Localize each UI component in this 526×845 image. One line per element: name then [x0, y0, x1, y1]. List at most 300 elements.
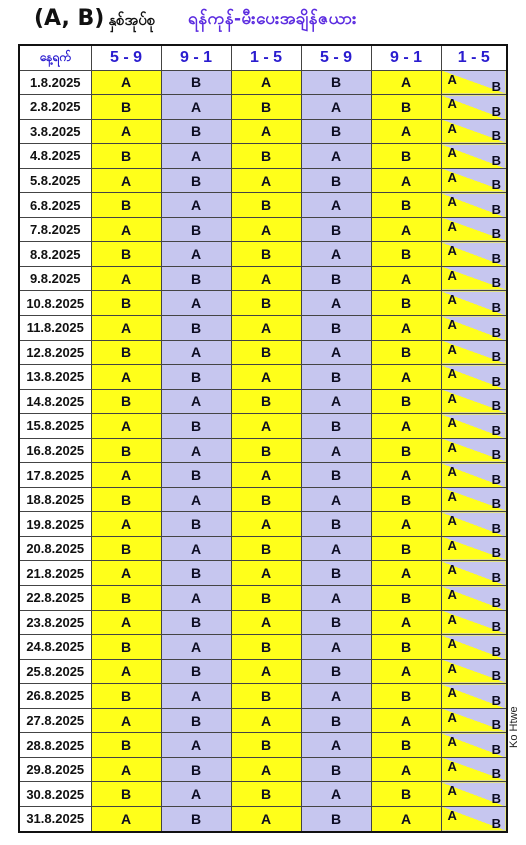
date-cell: 24.8.2025 — [19, 635, 91, 660]
group-cell: B — [301, 119, 371, 144]
split-cell-bottom: B — [491, 496, 501, 512]
date-cell: 18.8.2025 — [19, 487, 91, 512]
group-cell: B — [301, 512, 371, 537]
group-cell: A — [301, 684, 371, 709]
power-schedule-table — [18, 44, 508, 833]
split-cell — [441, 487, 507, 512]
slot-header: 9 - 1 — [161, 45, 231, 70]
slot-header: 9 - 1 — [371, 45, 441, 70]
split-cell — [441, 536, 507, 561]
split-cell-top: A — [447, 758, 457, 774]
group-cell: A — [231, 414, 301, 439]
split-cell — [441, 316, 507, 341]
group-cell: B — [231, 635, 301, 660]
split-cell-bottom: B — [491, 790, 501, 806]
split-cell — [441, 463, 507, 488]
group-cell: B — [371, 193, 441, 218]
table-row — [19, 536, 507, 561]
split-cell-top: A — [447, 145, 457, 161]
group-cell: B — [301, 70, 371, 95]
group-cell: B — [371, 291, 441, 316]
group-cell: B — [161, 659, 231, 684]
group-cell: A — [371, 168, 441, 193]
split-cell-bottom: B — [491, 619, 501, 635]
group-cell: A — [231, 757, 301, 782]
split-cell-bottom: B — [491, 128, 501, 144]
group-cell: A — [91, 316, 161, 341]
split-cell-bottom: B — [491, 741, 501, 757]
split-cell-bottom: B — [491, 570, 501, 586]
group-cell: B — [231, 536, 301, 561]
table-row — [19, 119, 507, 144]
watermark — [506, 690, 526, 750]
group-cell: A — [301, 144, 371, 169]
group-cell: A — [91, 512, 161, 537]
date-cell: 1.8.2025 — [19, 70, 91, 95]
date-cell: 16.8.2025 — [19, 438, 91, 463]
date-cell: 31.8.2025 — [19, 806, 91, 831]
group-cell: A — [231, 217, 301, 242]
group-cell: B — [301, 217, 371, 242]
group-cell: B — [301, 806, 371, 831]
group-cell: A — [161, 487, 231, 512]
group-cell: A — [371, 806, 441, 831]
group-cell: B — [301, 610, 371, 635]
split-cell-bottom: B — [491, 447, 501, 463]
table-row — [19, 217, 507, 242]
group-cell: A — [371, 119, 441, 144]
date-cell: 8.8.2025 — [19, 242, 91, 267]
table-row — [19, 266, 507, 291]
split-cell — [441, 782, 507, 807]
split-cell-top: A — [447, 660, 457, 676]
date-cell: 28.8.2025 — [19, 733, 91, 758]
group-cell: B — [231, 586, 301, 611]
group-cell: B — [231, 144, 301, 169]
split-cell-bottom: B — [491, 152, 501, 168]
group-cell: B — [91, 340, 161, 365]
group-cell: B — [91, 487, 161, 512]
group-cell: A — [91, 70, 161, 95]
table-row — [19, 168, 507, 193]
group-cell: B — [371, 340, 441, 365]
group-cell: B — [371, 782, 441, 807]
split-cell — [441, 684, 507, 709]
table-row — [19, 806, 507, 831]
group-cell: B — [301, 316, 371, 341]
group-cell: B — [231, 684, 301, 709]
split-cell — [441, 242, 507, 267]
group-cell: B — [301, 463, 371, 488]
split-cell-top: A — [447, 587, 457, 603]
group-cell: A — [371, 512, 441, 537]
split-cell-top: A — [447, 366, 457, 382]
group-cell: A — [91, 365, 161, 390]
split-cell-bottom: B — [491, 250, 501, 266]
split-cell — [441, 291, 507, 316]
date-cell: 20.8.2025 — [19, 536, 91, 561]
group-cell: B — [371, 389, 441, 414]
table-row — [19, 70, 507, 95]
group-cell: A — [161, 389, 231, 414]
group-cell: A — [231, 610, 301, 635]
split-cell-bottom: B — [491, 373, 501, 389]
group-cell: A — [161, 536, 231, 561]
date-cell: 10.8.2025 — [19, 291, 91, 316]
group-cell: A — [371, 365, 441, 390]
group-cell: B — [91, 684, 161, 709]
split-cell — [441, 340, 507, 365]
split-cell-bottom: B — [491, 79, 501, 95]
table-row — [19, 757, 507, 782]
group-cell: A — [371, 316, 441, 341]
table-row — [19, 95, 507, 120]
slot-header: 1 - 5 — [441, 45, 507, 70]
split-cell-top: A — [447, 439, 457, 455]
group-cell: B — [91, 144, 161, 169]
group-cell: A — [301, 389, 371, 414]
group-cell: B — [161, 217, 231, 242]
date-cell: 11.8.2025 — [19, 316, 91, 341]
table-row — [19, 635, 507, 660]
group-cell: A — [371, 757, 441, 782]
split-cell-bottom: B — [491, 668, 501, 684]
group-cell: A — [231, 708, 301, 733]
group-cell: A — [231, 168, 301, 193]
group-cell: A — [231, 70, 301, 95]
split-cell — [441, 659, 507, 684]
group-cell: A — [91, 119, 161, 144]
split-cell-top: A — [447, 783, 457, 799]
split-cell-top: A — [447, 120, 457, 136]
group-cell: A — [231, 463, 301, 488]
split-cell — [441, 193, 507, 218]
group-cell: B — [301, 708, 371, 733]
split-cell-bottom: B — [491, 643, 501, 659]
split-cell — [441, 561, 507, 586]
group-cell: B — [91, 242, 161, 267]
table-row — [19, 487, 507, 512]
split-cell — [441, 733, 507, 758]
date-cell: 3.8.2025 — [19, 119, 91, 144]
table-row — [19, 438, 507, 463]
split-cell-top: A — [447, 734, 457, 750]
group-cell: A — [231, 659, 301, 684]
group-cell: B — [301, 266, 371, 291]
group-cell: B — [91, 193, 161, 218]
date-cell: 30.8.2025 — [19, 782, 91, 807]
date-cell: 25.8.2025 — [19, 659, 91, 684]
group-cell: A — [301, 95, 371, 120]
group-cell: A — [301, 635, 371, 660]
group-cell: B — [231, 95, 301, 120]
slot-header: 5 - 9 — [301, 45, 371, 70]
date-cell: 15.8.2025 — [19, 414, 91, 439]
group-cell: A — [231, 365, 301, 390]
split-cell-top: A — [447, 243, 457, 259]
group-cell: B — [231, 487, 301, 512]
group-cell: A — [161, 144, 231, 169]
split-cell-bottom: B — [491, 177, 501, 193]
group-cell: B — [161, 168, 231, 193]
group-cell: B — [161, 119, 231, 144]
split-cell-top: A — [447, 636, 457, 652]
group-cell: A — [301, 487, 371, 512]
table-row — [19, 708, 507, 733]
split-cell-bottom: B — [491, 717, 501, 733]
group-cell: A — [161, 340, 231, 365]
group-cell: A — [301, 242, 371, 267]
split-cell — [441, 512, 507, 537]
split-cell-top: A — [447, 341, 457, 357]
split-cell-bottom: B — [491, 766, 501, 782]
group-cell: A — [91, 168, 161, 193]
group-cell: A — [91, 806, 161, 831]
date-cell: 29.8.2025 — [19, 757, 91, 782]
split-cell-top: A — [447, 611, 457, 627]
split-cell — [441, 389, 507, 414]
group-cell: A — [371, 659, 441, 684]
group-cell: B — [91, 291, 161, 316]
group-cell: A — [231, 316, 301, 341]
group-cell: B — [231, 340, 301, 365]
split-cell — [441, 414, 507, 439]
group-cell: B — [161, 414, 231, 439]
split-cell-top: A — [447, 537, 457, 553]
group-cell: A — [371, 70, 441, 95]
table-body — [19, 70, 507, 831]
group-cell: A — [371, 610, 441, 635]
group-cell: A — [301, 340, 371, 365]
date-cell: 26.8.2025 — [19, 684, 91, 709]
split-cell — [441, 168, 507, 193]
group-cell: A — [301, 438, 371, 463]
split-cell-top: A — [447, 267, 457, 283]
group-cell: B — [161, 70, 231, 95]
group-cell: B — [231, 389, 301, 414]
split-cell-bottom: B — [491, 349, 501, 365]
group-cell: B — [301, 414, 371, 439]
split-cell — [441, 586, 507, 611]
group-cell: B — [231, 438, 301, 463]
table-row — [19, 242, 507, 267]
group-cell: A — [371, 561, 441, 586]
group-cell: B — [161, 512, 231, 537]
split-cell-top: A — [447, 488, 457, 504]
group-cell: B — [231, 193, 301, 218]
split-cell-bottom: B — [491, 471, 501, 487]
date-cell: 23.8.2025 — [19, 610, 91, 635]
table-row — [19, 733, 507, 758]
group-cell: A — [91, 757, 161, 782]
group-cell: A — [161, 733, 231, 758]
group-cell: A — [231, 119, 301, 144]
group-cell: A — [371, 217, 441, 242]
group-cell: B — [371, 684, 441, 709]
split-cell-bottom: B — [491, 300, 501, 316]
date-cell: 6.8.2025 — [19, 193, 91, 218]
slot-header: 5 - 9 — [91, 45, 161, 70]
group-cell: B — [91, 438, 161, 463]
group-cell: A — [301, 782, 371, 807]
group-cell: A — [91, 561, 161, 586]
table-row — [19, 389, 507, 414]
split-cell — [441, 757, 507, 782]
group-cell: A — [91, 266, 161, 291]
split-cell-bottom: B — [491, 692, 501, 708]
split-cell-top: A — [447, 464, 457, 480]
split-cell-top: A — [447, 71, 457, 87]
table-row — [19, 659, 507, 684]
group-cell: A — [161, 242, 231, 267]
group-cell: A — [161, 438, 231, 463]
split-cell-bottom: B — [491, 422, 501, 438]
date-cell: 22.8.2025 — [19, 586, 91, 611]
table-row — [19, 782, 507, 807]
split-cell-top: A — [447, 194, 457, 210]
group-cell: B — [371, 95, 441, 120]
group-cell: A — [161, 291, 231, 316]
group-cell: A — [161, 782, 231, 807]
table-row — [19, 144, 507, 169]
table-row — [19, 610, 507, 635]
group-cell: A — [301, 536, 371, 561]
split-cell — [441, 806, 507, 831]
group-cell: B — [371, 144, 441, 169]
group-cell: A — [161, 95, 231, 120]
table-header-row — [19, 45, 507, 70]
group-cell: B — [91, 95, 161, 120]
split-cell-bottom: B — [491, 324, 501, 340]
group-cell: B — [91, 782, 161, 807]
split-cell-bottom: B — [491, 226, 501, 242]
split-cell-top: A — [447, 685, 457, 701]
group-cell: B — [301, 757, 371, 782]
split-cell — [441, 635, 507, 660]
split-cell-top: A — [447, 292, 457, 308]
group-cell: B — [161, 806, 231, 831]
page-title: ရန်ကုန်-မီးပေးအချိန်ဇယား — [188, 9, 357, 29]
group-cell: B — [231, 782, 301, 807]
group-cell: A — [91, 217, 161, 242]
group-cell: B — [231, 733, 301, 758]
split-cell-top: A — [447, 218, 457, 234]
group-cell: B — [231, 291, 301, 316]
date-cell: 4.8.2025 — [19, 144, 91, 169]
group-cell: B — [231, 242, 301, 267]
split-cell-top: A — [447, 317, 457, 333]
group-cell: B — [161, 316, 231, 341]
table-row — [19, 684, 507, 709]
split-cell-bottom: B — [491, 201, 501, 217]
group-cell: B — [91, 389, 161, 414]
group-cell: B — [371, 586, 441, 611]
group-cell: A — [161, 193, 231, 218]
group-cell: A — [301, 586, 371, 611]
split-cell — [441, 70, 507, 95]
group-cell: A — [371, 463, 441, 488]
group-cell: B — [161, 266, 231, 291]
group-cell: B — [371, 438, 441, 463]
group-cell: A — [231, 512, 301, 537]
split-cell-top: A — [447, 709, 457, 725]
split-cell — [441, 266, 507, 291]
table-row — [19, 365, 507, 390]
split-cell — [441, 217, 507, 242]
slot-header: 1 - 5 — [231, 45, 301, 70]
date-cell: 19.8.2025 — [19, 512, 91, 537]
date-cell: 5.8.2025 — [19, 168, 91, 193]
group-cell: A — [371, 266, 441, 291]
page-header — [0, 0, 526, 44]
date-cell: 12.8.2025 — [19, 340, 91, 365]
group-cell: B — [161, 610, 231, 635]
group-cell: B — [371, 733, 441, 758]
date-cell: 13.8.2025 — [19, 365, 91, 390]
table-row — [19, 291, 507, 316]
group-cell: B — [91, 586, 161, 611]
group-cell: A — [91, 659, 161, 684]
group-cell: B — [371, 242, 441, 267]
group-cell: A — [301, 733, 371, 758]
date-column-header: နေ့ရက် — [19, 45, 91, 70]
split-cell — [441, 610, 507, 635]
group-cell: B — [91, 733, 161, 758]
group-cell: A — [161, 684, 231, 709]
split-cell-bottom: B — [491, 594, 501, 610]
group-cell: B — [91, 635, 161, 660]
watermark-text: Ko Htwe — [508, 706, 520, 748]
split-cell-bottom: B — [491, 398, 501, 414]
split-cell — [441, 95, 507, 120]
group-cell: B — [91, 536, 161, 561]
table-row — [19, 463, 507, 488]
group-cell: B — [161, 708, 231, 733]
group-cell: B — [301, 168, 371, 193]
split-cell-bottom: B — [491, 275, 501, 291]
group-cell: A — [301, 291, 371, 316]
group-suffix: နှစ်အုပ်စု — [108, 11, 156, 29]
date-cell: 21.8.2025 — [19, 561, 91, 586]
split-cell — [441, 365, 507, 390]
date-cell: 7.8.2025 — [19, 217, 91, 242]
date-cell: 17.8.2025 — [19, 463, 91, 488]
group-cell: A — [231, 561, 301, 586]
group-cell: A — [161, 635, 231, 660]
group-cell: B — [371, 487, 441, 512]
table-row — [19, 586, 507, 611]
group-letters: (A, B) — [34, 6, 105, 31]
split-cell-top: A — [447, 390, 457, 406]
group-cell: A — [301, 193, 371, 218]
group-label — [34, 6, 155, 40]
table-row — [19, 561, 507, 586]
group-cell: A — [161, 586, 231, 611]
group-cell: A — [91, 463, 161, 488]
date-cell: 27.8.2025 — [19, 708, 91, 733]
split-cell-top: A — [447, 96, 457, 112]
group-cell: B — [161, 463, 231, 488]
group-cell: A — [231, 266, 301, 291]
group-cell: B — [161, 365, 231, 390]
split-cell — [441, 708, 507, 733]
group-cell: A — [371, 414, 441, 439]
split-cell-top: A — [447, 562, 457, 578]
group-cell: A — [91, 708, 161, 733]
table-row — [19, 340, 507, 365]
group-cell: B — [161, 561, 231, 586]
split-cell-bottom: B — [491, 815, 501, 831]
